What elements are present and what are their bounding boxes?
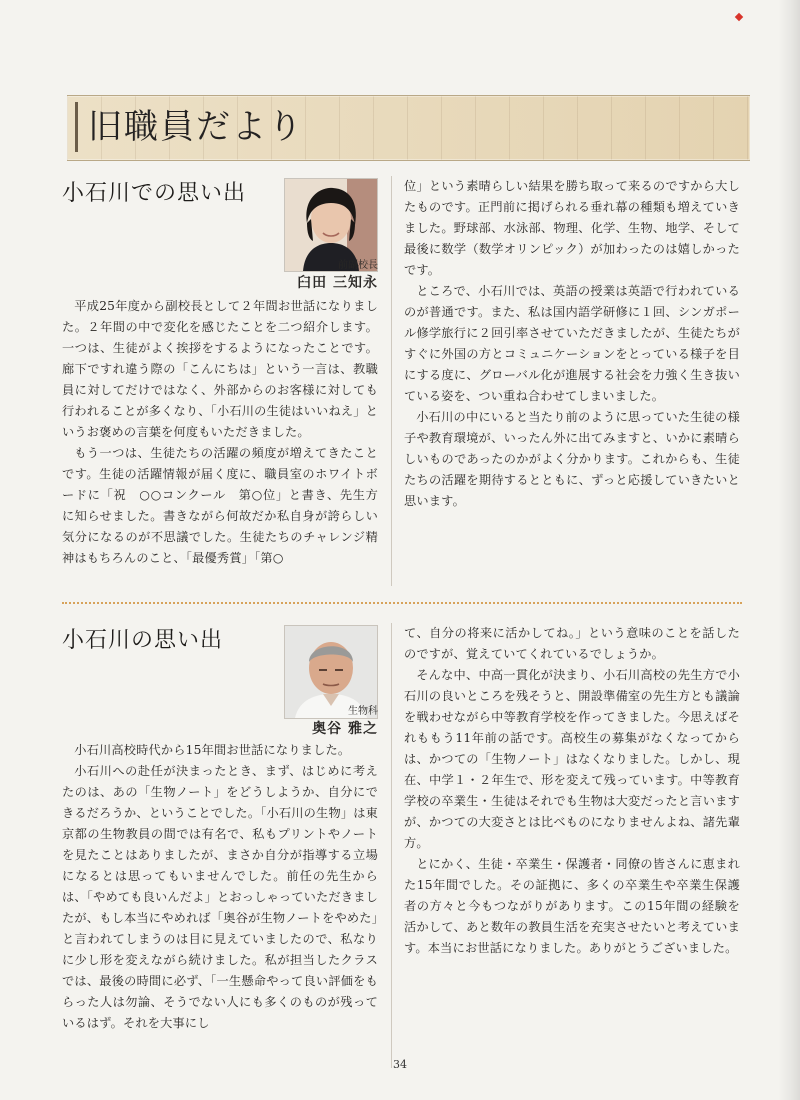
corner-mark [735,13,743,21]
text-column-left [62,296,378,569]
paragraph: とにかく、生徒・卒業生・保護者・同僚の皆さんに恵まれた15年間でした。その証拠に、多くの卒業生や卒業生保護者の方々と今もつながりがあります。この15年間の経験を活かして、あと数年の教員生活を充実させたいと考えています。本当にお世話になりました。ありがとうございました。 [404,857,740,955]
paragraph: 小石川の中にいると当たり前のように思っていた生徒の様子や教育環境が、いったん外に出てみますと、いかに素晴らしいものであったのかがよく分かります。これからも、生徒たちの活躍を期待するとともに、ずっと応援していきたいと思います。 [404,410,740,508]
text-column-right [404,623,740,959]
article-usuda [62,176,742,586]
column-divider [391,623,392,1068]
paragraph: もう一つは、生徒たちの活躍の頻度が増えてきたことです。生徒の活躍情報が届く度に、職員室のホワイトボードに「祝 ○○コンクール 第○位」と書き、先生方に知らせました。書きながら何故だか私自身が誇らしい気分になるのが不思議でした。生徒たちのチャレンジ精神はもちろんのこと、「最優秀賞」「第○ [62,446,378,565]
paragraph: 平成25年度から副校長として２年間お世話になりました。２年間の中で変化を感じたことを二つ紹介します。一つは、生徒がよく挨拶をするようになったことです。廊下ですれ違う際の「こんにちは」という一言は、教職員に対してだけではなく、外部からのお客様に対しても行われることが多くなり、「小石川の生徒はいいねえ」というお褒めの言葉を何度もいただきました。 [62,299,378,439]
page-number: 34 [393,1058,407,1071]
paragraph: て、自分の将来に活かしてね。」という意味のことを話したのですが、覚えていてくれているでしょうか。 [404,626,740,661]
author-name: 奥谷 雅之 [312,721,378,737]
author-byline [62,705,378,739]
author-byline [62,259,378,293]
paragraph: そんな中、中高一貫化が決まり、小石川高校の先生方で小石川の良いところを残そうと、開設準備室の先生方とも議論を戦わせながら中等教育学校を作ってきました。今思えばそれももう11年前の話です。高校生の募集がなくなってからは、かつての「生物ノート」はなくなりました。しかし、現在、中学１・２年生で、形を変えて残っています。中等教育学校の卒業生・生徒はそれでも生物は大変だったと言いますが、かつての大変さとは比べものになりませんよね、諸先輩方。 [404,668,740,850]
portrait-woman-icon [285,179,377,271]
author-photo [284,178,378,272]
article-separator [62,602,742,604]
article-title: 小石川の思い出 [62,628,224,653]
text-column-left [62,740,378,1034]
page-edge-shadow [778,0,800,1100]
author-role: 生物科 [348,706,378,717]
column-divider [391,176,392,586]
paragraph: ところで、小石川では、英語の授業は英語で行われているのが普通です。また、私は国内語学研修に１回、シンガポール修学旅行に２回引率させていただきましたが、生徒たちがすぐに外国の方とコミュニケーションをとっている様子を目にする度に、グローバル化が進展する社会を力強く生き抜いている姿を、つい重ね合わせてしまいました。 [404,284,740,403]
article-title: 小石川での思い出 [62,181,247,206]
banner-title: 旧職員だより [75,102,304,152]
author-role: 前副校長 [338,260,378,271]
author-name: 臼田 三知永 [297,275,378,291]
paragraph: 小石川への赴任が決まったとき、まず、はじめに考えたのは、あの「生物ノート」をどうしようか、自分にできるだろうか、ということでした。「小石川の生物」は東京都の生物教員の間では有名で、私もプリントやノートを見たことはありましたが、まさか自分が指導する立場になるとは思ってもいませんでした。前任の先生からは、「やめても良いんだよ」とおっしゃっていただきましたが、もし本当にやめれば「奥谷が生物ノートをやめた」と言われてしまうのは目に見えていましたので、私なりに少し形を変えながら続けました。私が担当したクラスでは、最後の時間に必ず、「一生懸命やって良い評価をもらった人は勿論、そうでない人にも多くのものが残っているはず。それを大事にし [62,764,378,1030]
article-okutani [62,623,742,1063]
paragraph: 位」という素晴らしい結果を勝ち取って来るのですから大したものです。正門前に掲げられる垂れ幕の種類も増えていきました。野球部、水泳部、物理、化学、生物、地学、そして最後に数学（数学オリンピック）が加わったのは嬉しかったです。 [404,179,740,277]
section-banner [67,95,750,161]
text-column-right [404,176,740,512]
paragraph: 小石川高校時代から15年間お世話になりました。 [74,743,351,757]
